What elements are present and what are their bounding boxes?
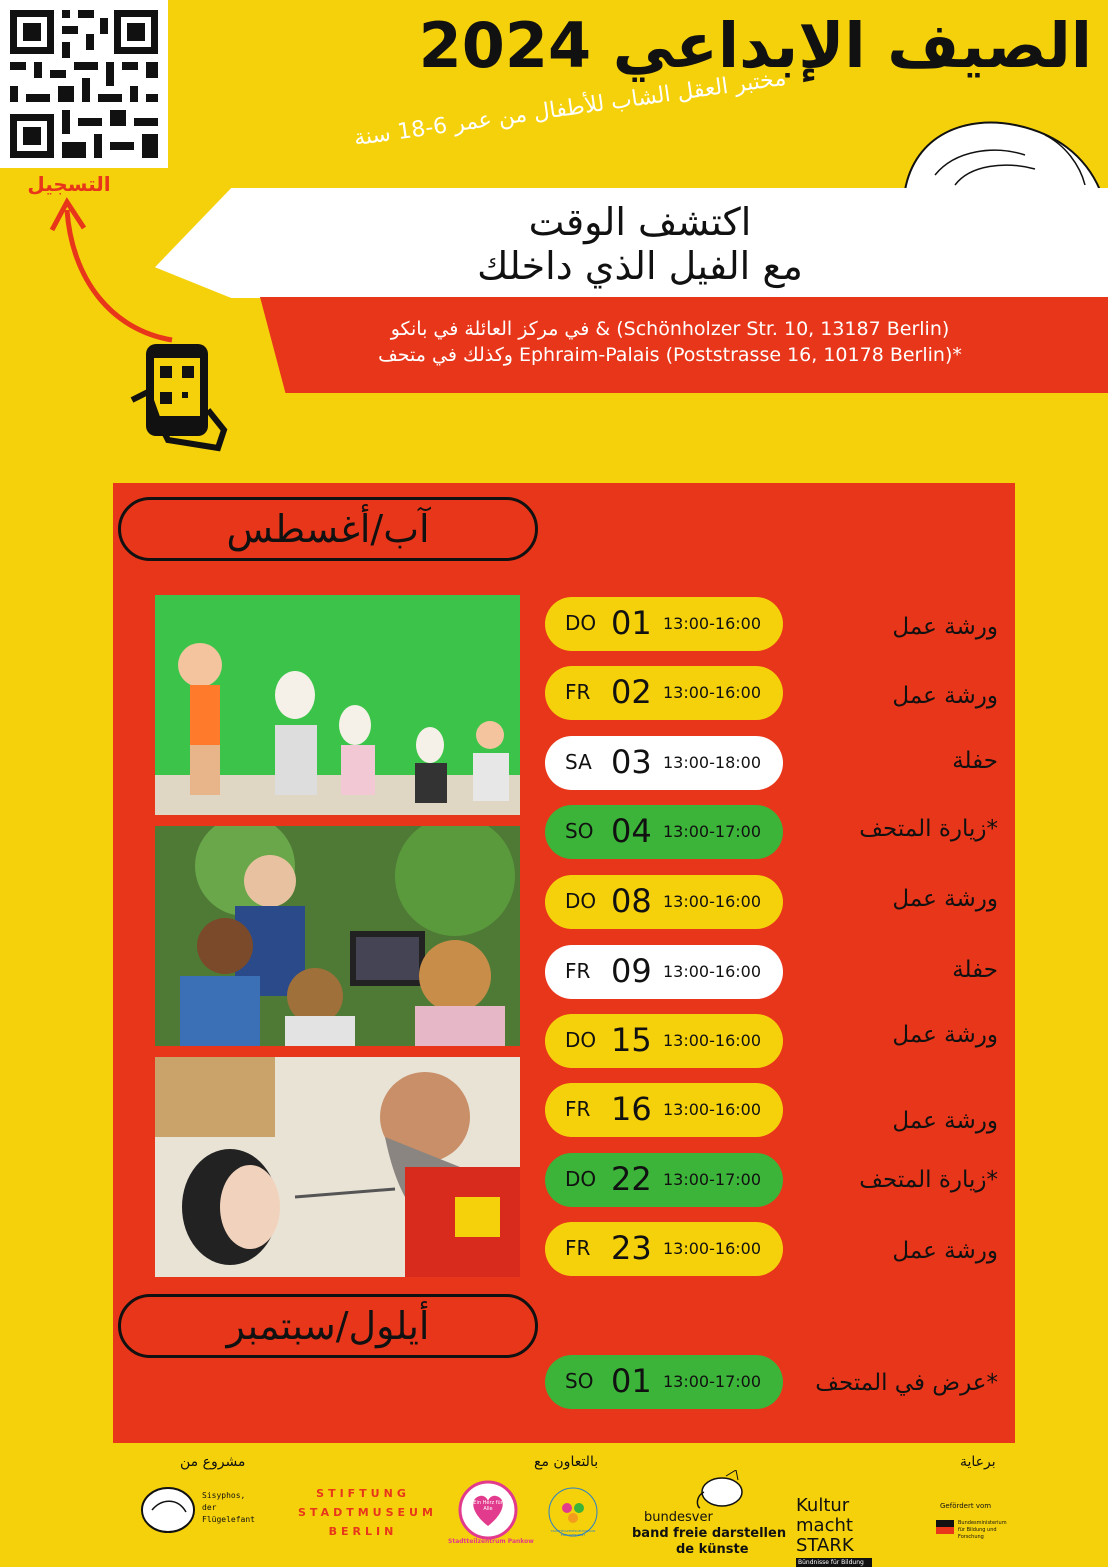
activity-label: *زيارة المتحف [859, 816, 998, 842]
activity-label: *زيارة المتحف [859, 1167, 998, 1193]
phone-scan-icon [128, 340, 228, 455]
time-range: 13:00-16:00 [663, 683, 761, 702]
time-range: 13:00-16:00 [663, 1031, 761, 1050]
photo-face-painting [155, 1057, 520, 1277]
time-range: 13:00-17:00 [663, 1372, 761, 1391]
day-number: 22 [611, 1160, 652, 1198]
day-number: 16 [611, 1090, 652, 1128]
weekday: DO [565, 1028, 597, 1052]
date-pill[interactable] [545, 1083, 783, 1137]
date-pill[interactable] [545, 736, 783, 790]
activity-label: ورشة عمل [892, 1022, 998, 1048]
day-number: 08 [611, 882, 652, 920]
activity-label: حفلة [952, 957, 998, 983]
weekday: DO [565, 889, 597, 913]
activity-label: ورشة عمل [892, 886, 998, 912]
activity-label: *عرض في المتحف [815, 1370, 998, 1396]
time-range: 13:00-16:00 [663, 962, 761, 981]
stadtmuseum-line-3: BERLIN [328, 1525, 398, 1538]
date-pill[interactable] [545, 875, 783, 929]
time-range: 13:00-18:00 [663, 753, 761, 772]
weekday: SA [565, 750, 592, 774]
stz-empowerment-text: STADTTEILZENTRUM PANKOW EMPOWERMENT [550, 1529, 596, 1537]
day-number: 02 [611, 673, 652, 711]
date-pill[interactable] [545, 1153, 783, 1207]
stadtmuseum-line-1: STIFTUNG [316, 1487, 410, 1500]
project-of-label: مشروع من [180, 1454, 246, 1470]
activity-label: ورشة عمل [892, 1238, 998, 1264]
headline [360, 200, 920, 288]
day-number: 01 [611, 604, 652, 642]
date-pill[interactable] [545, 1014, 783, 1068]
sponsored-label: برعاية [960, 1454, 996, 1470]
day-number: 09 [611, 952, 652, 990]
kultur-macht-stark-logo [796, 1495, 906, 1566]
time-range: 13:00-16:00 [663, 1100, 761, 1119]
weekday: DO [565, 611, 597, 635]
day-number: 15 [611, 1021, 652, 1059]
bmbf-funded-label: Gefördert vom [940, 1502, 992, 1510]
stz-heart-text: Ein Herz für Alle [473, 1500, 503, 1512]
time-range: 13:00-16:00 [663, 892, 761, 911]
date-pill[interactable] [545, 945, 783, 999]
activity-label: ورشة عمل [892, 1108, 998, 1134]
bundesverband-line-2: band freie darstellen [632, 1526, 787, 1541]
time-range: 13:00-17:00 [663, 1170, 761, 1189]
weekday: SO [565, 1369, 594, 1393]
venue-info [280, 316, 1060, 368]
kultur-line-3: Bündnisse für Bildung [796, 1558, 872, 1567]
stadtmuseum-logo [298, 1484, 437, 1541]
weekday: FR [565, 680, 591, 704]
activity-label: ورشة عمل [892, 683, 998, 709]
stz-empowerment-logo [545, 1484, 605, 1540]
date-pill[interactable] [545, 666, 783, 720]
stadtmuseum-line-2: STADTMUSEUM [298, 1506, 437, 1519]
time-range: 13:00-16:00 [663, 614, 761, 633]
bmbf-name: Bundesministerium für Bildung und Forschung [958, 1520, 1007, 1540]
day-number: 23 [611, 1229, 652, 1267]
venue-line-1: في مركز العائلة في بانكو & (Schönholzer Str. 10, 13187 Berlin) [390, 318, 950, 340]
time-range: 13:00-17:00 [663, 822, 761, 841]
weekday: FR [565, 1236, 591, 1260]
date-pill[interactable] [545, 1355, 783, 1409]
date-pill[interactable] [545, 597, 783, 651]
date-pill[interactable] [545, 1222, 783, 1276]
weekday: FR [565, 1097, 591, 1121]
page-title: الصيف الإبداعي 2024 [418, 9, 1092, 82]
qr-code[interactable] [0, 0, 168, 168]
time-range: 13:00-16:00 [663, 1239, 761, 1258]
kultur-line-2: macht STARK [796, 1515, 854, 1556]
month-august: آب/أغسطس [118, 497, 538, 561]
stz-pankow-text: Stadtteilzentrum Pankow [448, 1538, 534, 1545]
subtitle: مختبر العقل الشاب للأطفال من عمر 6-18 سنة [352, 65, 788, 152]
stz-heart-logo [448, 1480, 534, 1545]
activity-label: ورشة عمل [892, 614, 998, 640]
venue-line-2: وكذلك في متحف Ephraim-Palais (Poststrasse 16, 10178 Berlin)* [378, 344, 962, 366]
photo-laptop-group [155, 826, 520, 1046]
bmbf-logo [936, 1500, 1016, 1560]
sisyphos-text: Sisyphos, der Flügelefant [202, 1491, 255, 1524]
bundesverband-line-3: de künste [676, 1542, 749, 1557]
day-number: 03 [611, 743, 652, 781]
cooperation-label: بالتعاون مع [534, 1454, 599, 1470]
month-september: أيلول/سبتمبر [118, 1294, 538, 1358]
bundesverband-line-1: bundesver [644, 1510, 713, 1525]
register-label: التسجيل [27, 172, 111, 196]
kultur-line-1: Kultur [796, 1495, 850, 1516]
day-number: 01 [611, 1362, 652, 1400]
elephant-sketch-icon [895, 95, 1108, 190]
date-pill[interactable] [545, 805, 783, 859]
day-number: 04 [611, 812, 652, 850]
bundesverband-logo [630, 1470, 787, 1560]
headline-line-2: مع الفيل الذي داخلك [477, 244, 803, 288]
weekday: FR [565, 959, 591, 983]
weekday: SO [565, 819, 594, 843]
weekday: DO [565, 1167, 597, 1191]
photo-green-screen [155, 595, 520, 815]
sisyphos-logo [138, 1468, 258, 1548]
activity-label: حفلة [952, 748, 998, 774]
headline-line-1: اكتشف الوقت [528, 200, 752, 244]
